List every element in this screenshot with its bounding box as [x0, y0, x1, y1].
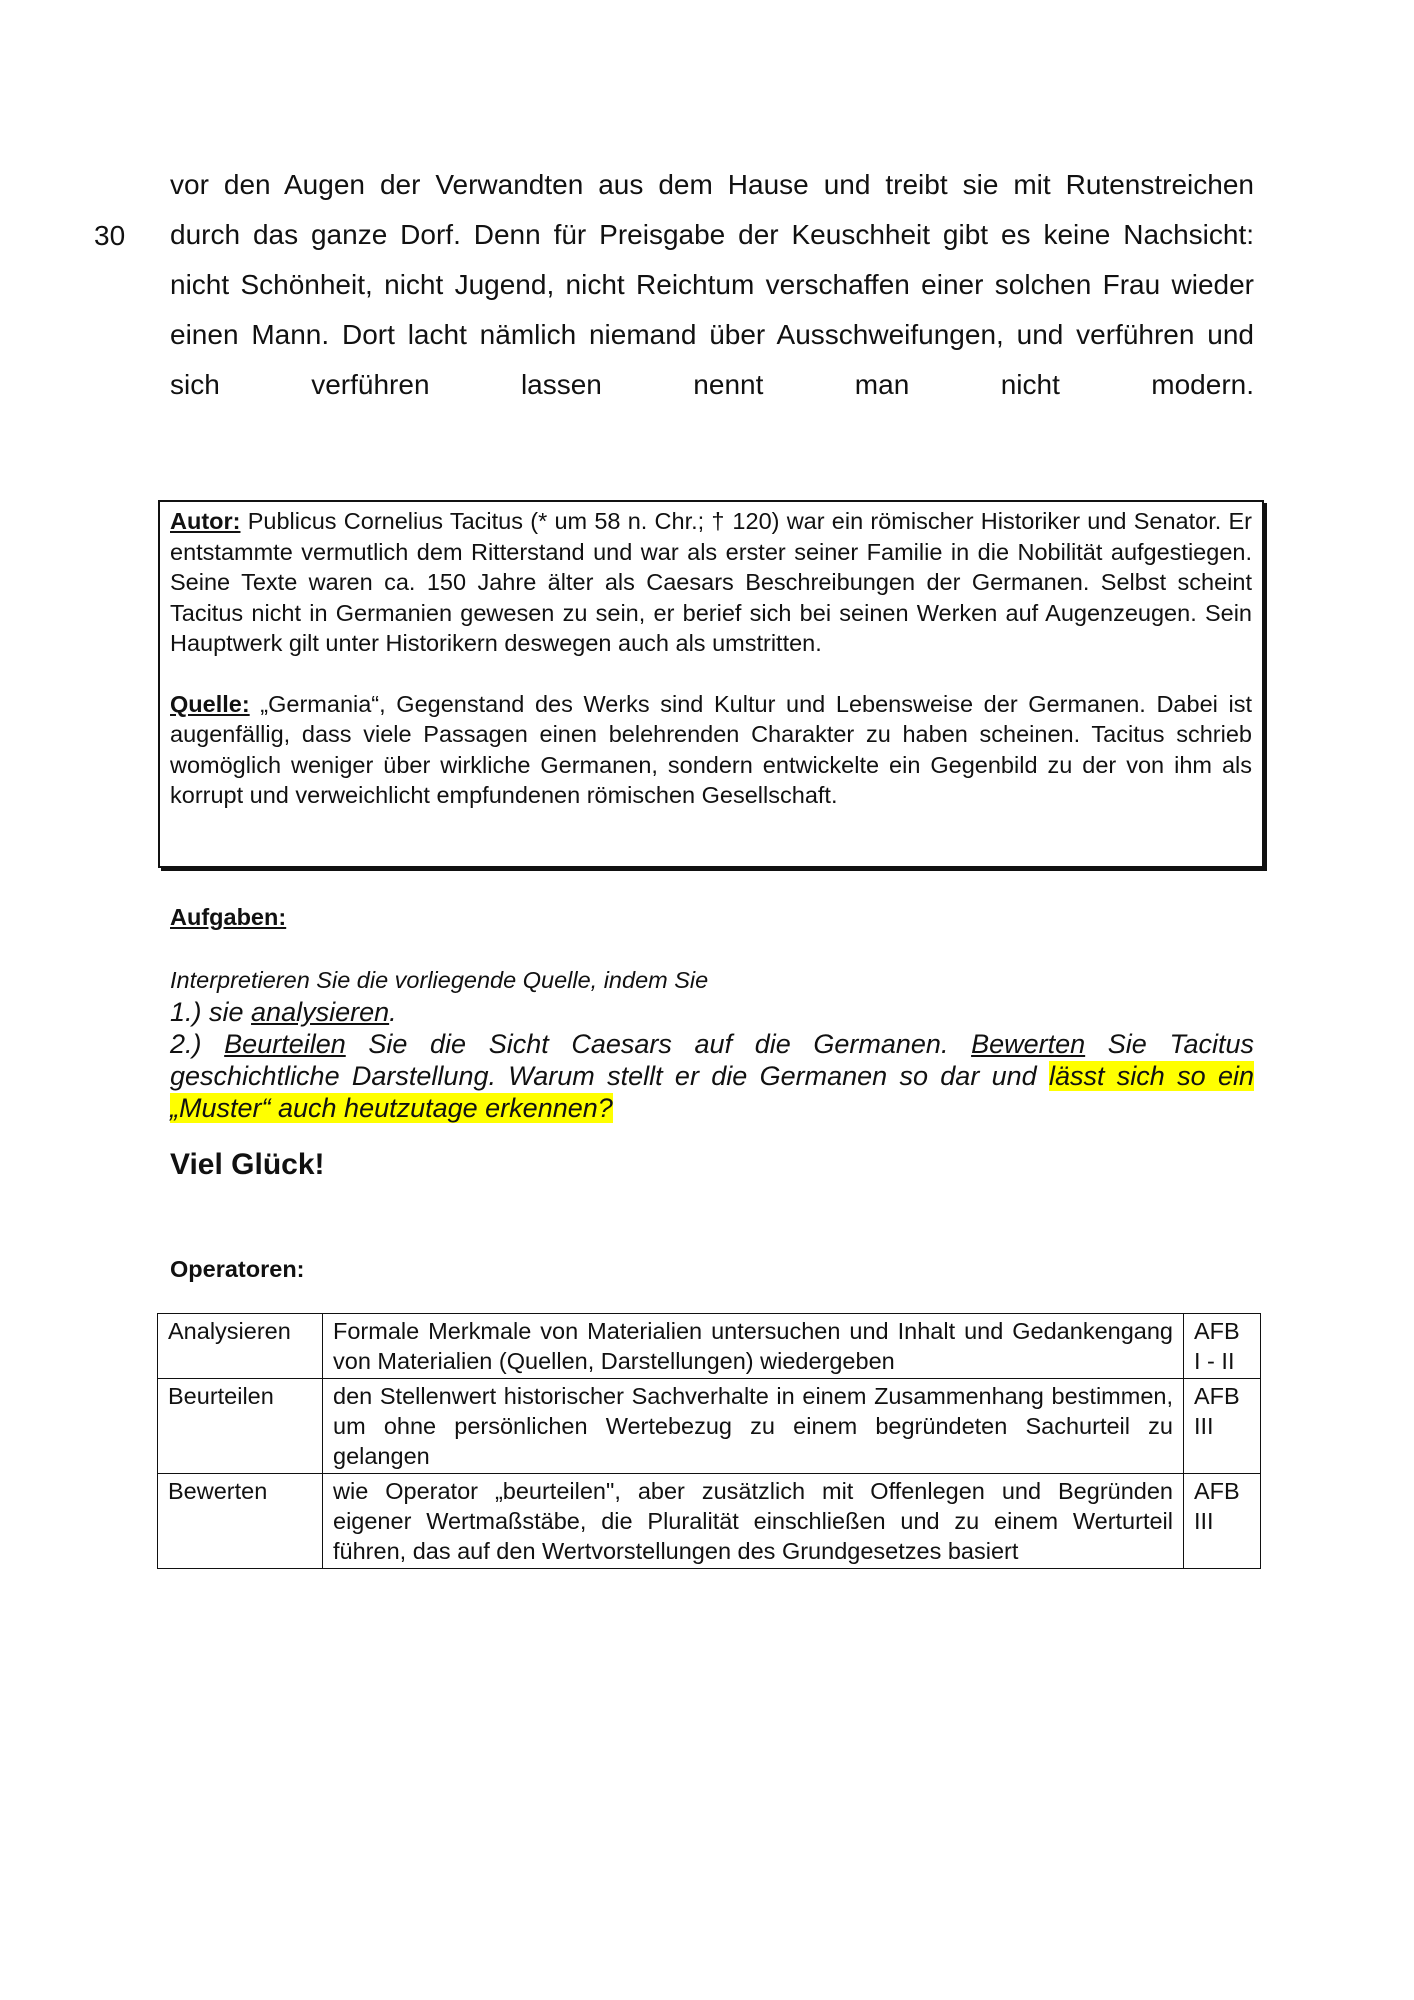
operator-term: Beurteilen	[158, 1379, 323, 1474]
source-line: sich verführen lassen nennt man nicht modern.	[170, 369, 1254, 400]
tasks-heading: Aufgaben:	[170, 904, 287, 930]
table-row	[158, 1314, 1261, 1379]
task-1-prefix: 1.) sie	[170, 997, 252, 1027]
author-label: Autor:	[170, 508, 241, 534]
afb-label: AFB	[1194, 1318, 1240, 1344]
task-2	[170, 1028, 1254, 1124]
operator-description: Formale Merkmale von Materialien untersuchen und Inhalt und Gedankengang von Materialien (Quellen, Darstellungen) wiedergeben	[323, 1314, 1184, 1379]
source-line: vor den Augen der Verwandten aus dem Hause und treibt sie mit Rutenstreichen	[170, 169, 1254, 200]
closing-text: Viel Glück!	[170, 1148, 325, 1181]
task-2-highlight: lässt sich so ein „Muster“ auch heutzutage erkennen?	[170, 1061, 1254, 1123]
operators-heading: Operatoren:	[170, 1256, 305, 1282]
source-line: durch das ganze Dorf. Denn für Preisgabe der Keuschheit gibt es keine Nachsicht:	[170, 219, 1254, 250]
source-line: einen Mann. Dort lacht nämlich niemand über Ausschweifungen, und verführen und	[170, 319, 1254, 350]
operator-description: wie Operator „beurteilen", aber zusätzlich mit Offenlegen und Begründen eigener Wertmaßstäbe, die Pluralität einschließen und zu einem Werturteil führen, das auf den Wertvorstellungen des Grundgesetzes basiert	[323, 1474, 1184, 1569]
task-2-prefix: 2.)	[170, 1029, 225, 1059]
task-intro: Interpretieren Sie die vorliegende Quelle, indem Sie	[170, 967, 709, 993]
afb-level: I - II	[1194, 1348, 1235, 1374]
author-text: Publicus Cornelius Tacitus (* um 58 n. Chr.; † 120) war ein römischer Historiker und Senator. Er entstammte vermutlich dem Ritterstand und war als erster seiner Familie in die Nobilität aufgestiegen. Seine Texte waren ca. 150 Jahre älter als Caesars Beschreibungen der Germanen. Selbst scheint Tacitus nicht in Germanien gewesen zu sein, er berief sich bei seinen Werken auf Augenzeugen. Sein Hauptwerk gilt unter Historikern deswegen auch als umstritten.	[170, 508, 1252, 656]
author-paragraph	[170, 506, 1252, 659]
source-description: „Germania“, Gegenstand des Werks sind Kultur und Lebensweise der Germanen. Dabei ist augenfällig, dass viele Passagen einen belehrenden Charakter zu haben scheinen. Tacitus schrieb womöglich weniger über wirkliche Germanen, sondern entwickelte ein Gegenbild zu der von ihm als korrupt und verweichlicht empfundenen römischen Gesellschaft.	[170, 690, 1252, 808]
operator-description: den Stellenwert historischer Sachverhalte in einem Zusammenhang bestimmen, um ohne persönlichen Wertebezug zu einem begründeten Sachurteil zu gelangen	[323, 1379, 1184, 1474]
source-line: nicht Schönheit, nicht Jugend, nicht Reichtum verschaffen einer solchen Frau wieder	[170, 269, 1254, 300]
task-2-operator-2: Bewerten	[971, 1029, 1086, 1059]
operator-term: Analysieren	[158, 1314, 323, 1379]
task-2-text-1: Sie die Sicht Caesars auf die Germanen.	[345, 1029, 972, 1059]
afb-level: III	[1194, 1508, 1214, 1534]
afb-label: AFB	[1194, 1478, 1240, 1504]
source-paragraph	[170, 689, 1252, 811]
operator-afb	[1184, 1474, 1261, 1569]
task-2-operator-1: Beurteilen	[224, 1029, 346, 1059]
source-label: Quelle:	[170, 690, 250, 717]
table-row	[158, 1474, 1261, 1569]
operator-afb	[1184, 1379, 1261, 1474]
table-row	[158, 1379, 1261, 1474]
source-text	[170, 160, 1254, 410]
operators-table	[157, 1313, 1261, 1569]
task-1	[170, 996, 1254, 1028]
task-1-operator: analysieren	[251, 997, 390, 1027]
afb-level: III	[1194, 1413, 1214, 1439]
info-box	[158, 500, 1264, 868]
line-number: 30	[94, 220, 126, 251]
afb-label: AFB	[1194, 1383, 1240, 1409]
operator-term: Bewerten	[158, 1474, 323, 1569]
operator-afb	[1184, 1314, 1261, 1379]
task-2-text-2: Sie Tacitus geschichtliche Darstellung. Warum stellt er die Germanen so dar und	[170, 1029, 1254, 1091]
task-1-suffix: .	[389, 997, 397, 1027]
tasks	[170, 964, 1254, 1124]
